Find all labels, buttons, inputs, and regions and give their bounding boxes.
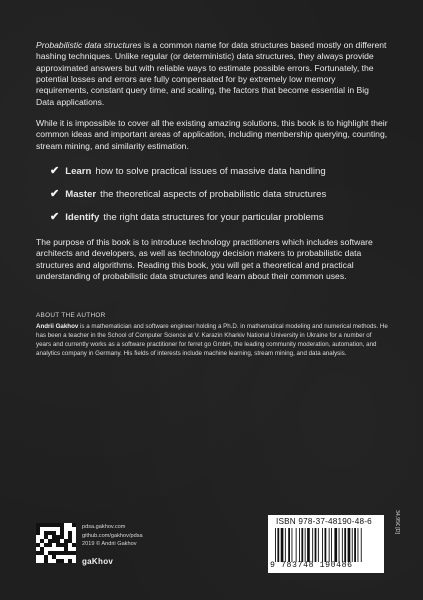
barcode-bar (315, 528, 317, 562)
barcode-icon (274, 528, 370, 562)
publisher-logo: gaKhov (82, 557, 114, 566)
barcode-bar (322, 528, 323, 562)
feature-item (50, 187, 388, 200)
intro-italic-lead: Probabilistic data structures (36, 40, 142, 50)
barcode-bar (329, 528, 330, 562)
feature-item (50, 164, 388, 177)
barcode-bar (288, 528, 290, 562)
barcode-bar (275, 528, 276, 562)
author-bio (36, 323, 388, 359)
barcode-bar (342, 528, 343, 562)
author-name: Andrii Gakhov (36, 323, 79, 331)
footer (36, 517, 388, 583)
barcode-bar (292, 528, 293, 562)
barcode-bar (334, 528, 337, 562)
barcode-digits: 9 783748 190486 (270, 561, 353, 570)
barcode-bar (344, 528, 346, 562)
isbn-barcode (268, 515, 384, 573)
website-link[interactable]: pdsa.gakhov.com (82, 524, 126, 530)
feature-bold: Identify (65, 212, 100, 224)
barcode-bar (296, 528, 297, 562)
feature-text: the right data structures for your particular problems (103, 212, 324, 224)
isbn-text: ISBN 978-37-48190-48-6 (276, 517, 372, 526)
qr-code-icon (36, 523, 76, 563)
check-icon: ✔ (50, 211, 60, 224)
purpose-paragraph: The purpose of this book is to introduce technology practitioners which includes software architects and developers, as well as technology decision makers to probabilistic data structures and algorithms. Reading this book, you will get a theoretical and practical understanding of probabilistic data structures and learn about their common uses. (36, 237, 373, 282)
barcode-bar (277, 528, 279, 562)
copyright: 2019 © Andrii Gakhov (82, 541, 137, 548)
barcode-bar (318, 528, 319, 562)
feature-list (50, 164, 388, 223)
author-heading: ABOUT THE AUTHOR (36, 312, 106, 320)
check-icon: ✔ (50, 188, 60, 201)
highlight-paragraph: While it is impossible to cover all the existing amazing solutions, this book is to highlight their common ideas and important areas of application, including membership querying, counting, stream mining, and similarity estimation. (36, 118, 388, 151)
feature-text: how to solve practical issues of massive data handling (95, 166, 326, 178)
barcode-bar (352, 528, 353, 562)
intro-text: is a common name for data structures based mostly on different hashing techniques. Unlike regular (or deterministic) data structures, they always provide approximated answers but with reliable ways to estimate possible errors. Fortunately, the potential losses and errors are fully compensated for by extremely low memory requirements, constant query time, and scaling, the factors that become essential in Big Data applications. (36, 40, 387, 107)
barcode-bar (325, 528, 327, 562)
footer-links (82, 523, 143, 549)
barcode-bar (331, 528, 332, 562)
barcode-bar (361, 528, 362, 562)
github-link[interactable]: github.com/gakhov/pdsa (82, 532, 143, 539)
barcode-bar (305, 528, 306, 562)
barcode-bar (312, 528, 313, 562)
barcode-bar (358, 528, 359, 562)
barcode-bar (285, 528, 286, 562)
barcode-bar (339, 528, 340, 562)
barcode-bar (299, 528, 300, 562)
feature-item (50, 210, 388, 223)
barcode-bar (307, 528, 310, 562)
check-icon: ✔ (50, 165, 60, 178)
barcode-bar (348, 528, 351, 562)
feature-text: the theoretical aspects of probabilistic data structures (100, 189, 327, 201)
barcode-bar (281, 528, 284, 562)
feature-bold: Master (65, 189, 97, 201)
intro-paragraph (36, 40, 388, 108)
barcode-bar (301, 528, 303, 562)
feature-bold: Learn (65, 166, 92, 178)
author-bio-text: is a mathematician and software engineer holding a Ph.D. in mathematical modeling and numerical methods. He has been a teacher in the School of Computer Science at V. Karazin Kharkiv National University in Ukraine for a number of years and currently works as a software practitioner for ferret go GmbH, the leading community moderation, automation, and analytics company in Germany. His fields of interests include machine learning, stream mining, and data analysis. (36, 323, 388, 358)
qr-module (72, 559, 76, 563)
price-label: 34,95€ [D] (394, 510, 400, 534)
back-cover-text (36, 40, 388, 359)
barcode-bar (354, 528, 356, 562)
